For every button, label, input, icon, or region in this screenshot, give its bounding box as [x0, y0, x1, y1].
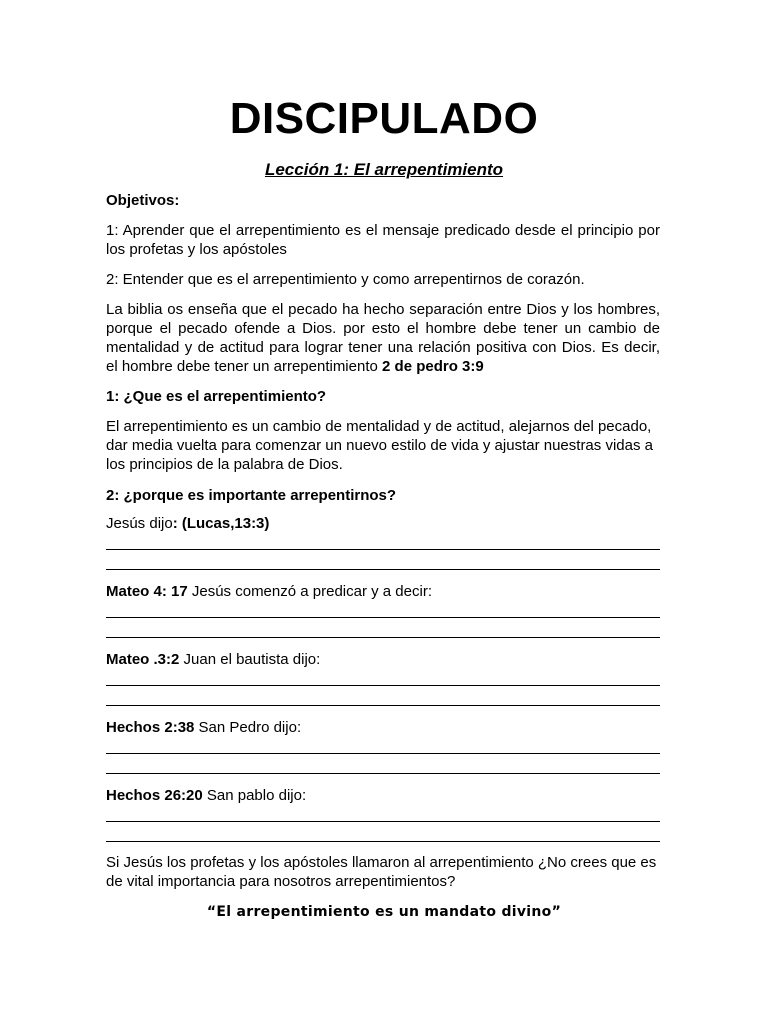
prompt-5-text: San pablo dijo: [202, 787, 307, 804]
prompt-2-text: Jesús comenzó a predicar y a decir: [187, 583, 432, 600]
answer-line [106, 617, 660, 618]
answer-line [106, 821, 660, 822]
question-2-heading: 2: ¿porque es importante arrepentirnos? [106, 487, 397, 504]
page-title: DISCIPULADO [229, 94, 539, 143]
prompt-4 [106, 718, 660, 737]
intro-text: La biblia os enseña que el pecado ha hecho separación entre Dios y los hombres, porque el pecado ofende a Dios. por esto el hombre debe tener un cambio de mentalidad y de actitud para lograr tener una relación positiva con Dios. Es decir, el hombre debe tener un arrepentimiento [106, 301, 660, 375]
prompt-5-ref: Hechos 26:20 [106, 787, 203, 804]
prompt-2-ref: Mateo 4: 17 [106, 583, 188, 600]
intro-scripture-ref: 2 de pedro 3:9 [382, 358, 484, 375]
answer-line [106, 569, 660, 570]
answer-line [106, 637, 660, 638]
lesson-subtitle: Lección 1: El arrepentimiento [264, 160, 504, 179]
closing-paragraph: Si Jesús los profetas y los apóstoles llamaron al arrepentimiento ¿No crees que es de vital importancia para nosotros arrepentimientos? [106, 854, 657, 890]
objectives-heading: Objetivos: [106, 192, 180, 209]
prompt-5 [106, 786, 660, 805]
prompt-4-text: San Pedro dijo: [194, 719, 302, 736]
answer-line [106, 773, 660, 774]
prompt-3 [106, 650, 660, 669]
question-1-heading: 1: ¿Que es el arrepentimiento? [106, 388, 327, 405]
objective-2: 2: Entender que es el arrepentimiento y como arrepentirnos de corazón. [106, 271, 585, 288]
answer-line [106, 753, 660, 754]
prompt-1-ref: : (Lucas,13:3) [172, 515, 270, 532]
closing-quote: “El arrepentimiento es un mandato divino” [206, 904, 562, 920]
answer-line [106, 549, 660, 550]
intro-paragraph [106, 300, 660, 376]
prompt-2 [106, 582, 660, 601]
prompt-1-text: Jesús dijo [106, 515, 173, 532]
prompt-3-text: Juan el bautista dijo: [179, 651, 321, 668]
answer-line [106, 705, 660, 706]
question-1-answer: El arrepentimiento es un cambio de mentalidad y de actitud, alejarnos del pecado, dar media vuelta para comenzar un nuevo estilo de vida y ajustar nuestras vidas a los principios de la palabra de Dios. [106, 418, 653, 473]
answer-line [106, 841, 660, 842]
prompt-3-ref: Mateo .3:2 [106, 651, 180, 668]
answer-line [106, 685, 660, 686]
prompt-4-ref: Hechos 2:38 [106, 719, 195, 736]
objective-1: 1: Aprender que el arrepentimiento es el mensaje predicado desde el principio por los profetas y los apóstoles [106, 222, 660, 258]
prompt-1 [106, 514, 660, 533]
